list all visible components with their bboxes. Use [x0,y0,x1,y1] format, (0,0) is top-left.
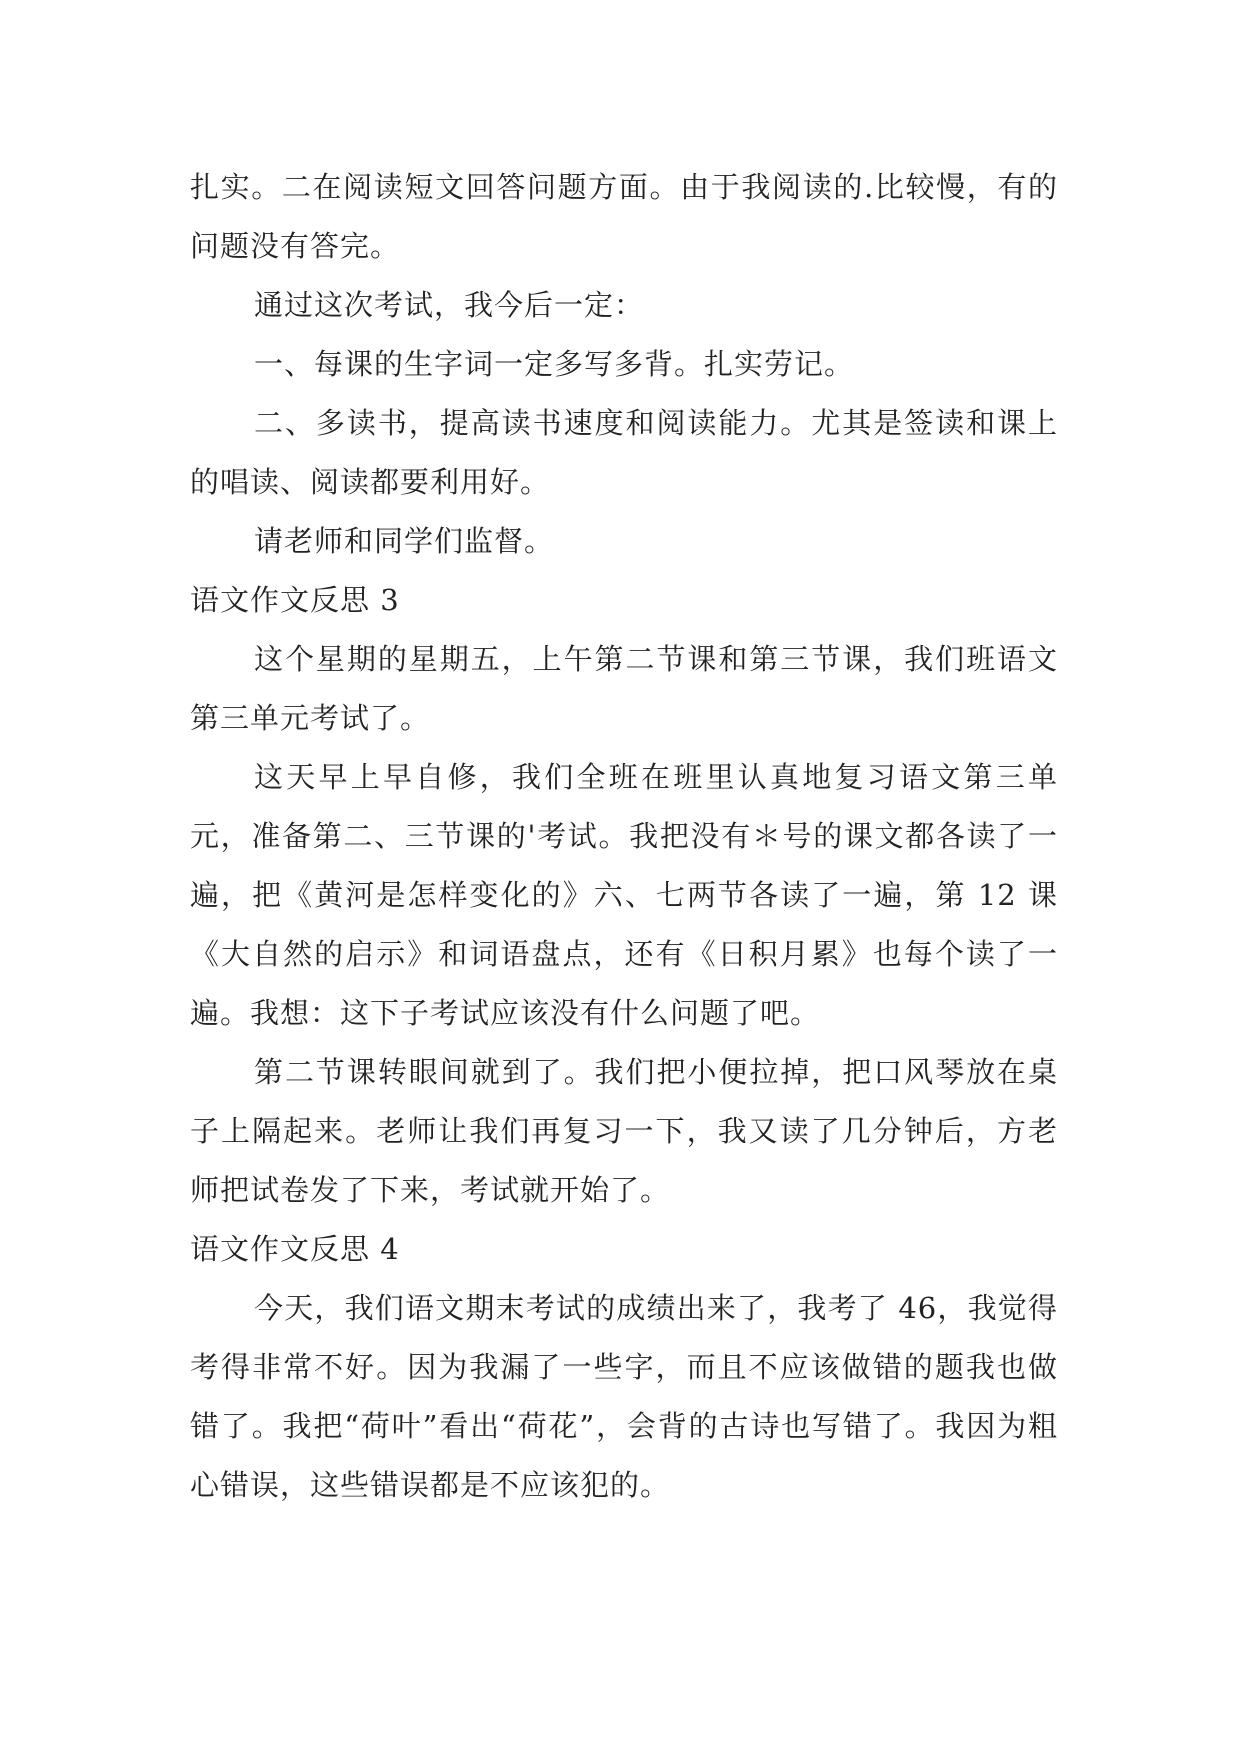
paragraph: 请老师和同学们监督。 [254,524,555,558]
paragraph: 这天早上早自修，我们全班在班里认真地复习语文第三单元，准备第二、三节课的'考试。我把没有＊号的课文都各读了一遍，把《黄河是怎样变化的》六、七两节各读了一遍，第 12 课《大自然的启示》和词语盘点，还有《日积月累》也每个读了一遍。我想：这下子考试应该没有什么问题了吧。 [190,760,1058,1030]
section-heading: 语文作文反思 4 [190,1232,400,1266]
section-heading: 语文作文反思 3 [190,583,400,617]
paragraph: 通过这次考试，我今后一定： [254,288,645,322]
paragraph: 一、每课的生字词一定多写多背。扎实劳记。 [254,347,855,381]
paragraph: 二、多读书，提高读书速度和阅读能力。尤其是签读和课上的唱读、阅读都要利用好。 [190,406,1058,499]
paragraph-continuation: 扎实。二在阅读短文回答问题方面。由于我阅读的.比较慢，有的问题没有答完。 [190,170,1058,263]
document-body [190,158,1058,1515]
paragraph: 第二节课转眼间就到了。我们把小便拉掉，把口风琴放在桌子上隔起来。老师让我们再复习一下，我又读了几分钟后，方老师把试卷发了下来，考试就开始了。 [190,1055,1058,1207]
paragraph: 今天，我们语文期末考试的成绩出来了，我考了 46，我觉得考得非常不好。因为我漏了一些字，而且不应该做错的题我也做错了。我把“荷叶”看出“荷花”，会背的古诗也写错了。我因为粗心错误，这些错误都是不应该犯的。 [190,1291,1058,1502]
paragraph: 这个星期的星期五，上午第二节课和第三节课，我们班语文第三单元考试了。 [190,642,1058,735]
